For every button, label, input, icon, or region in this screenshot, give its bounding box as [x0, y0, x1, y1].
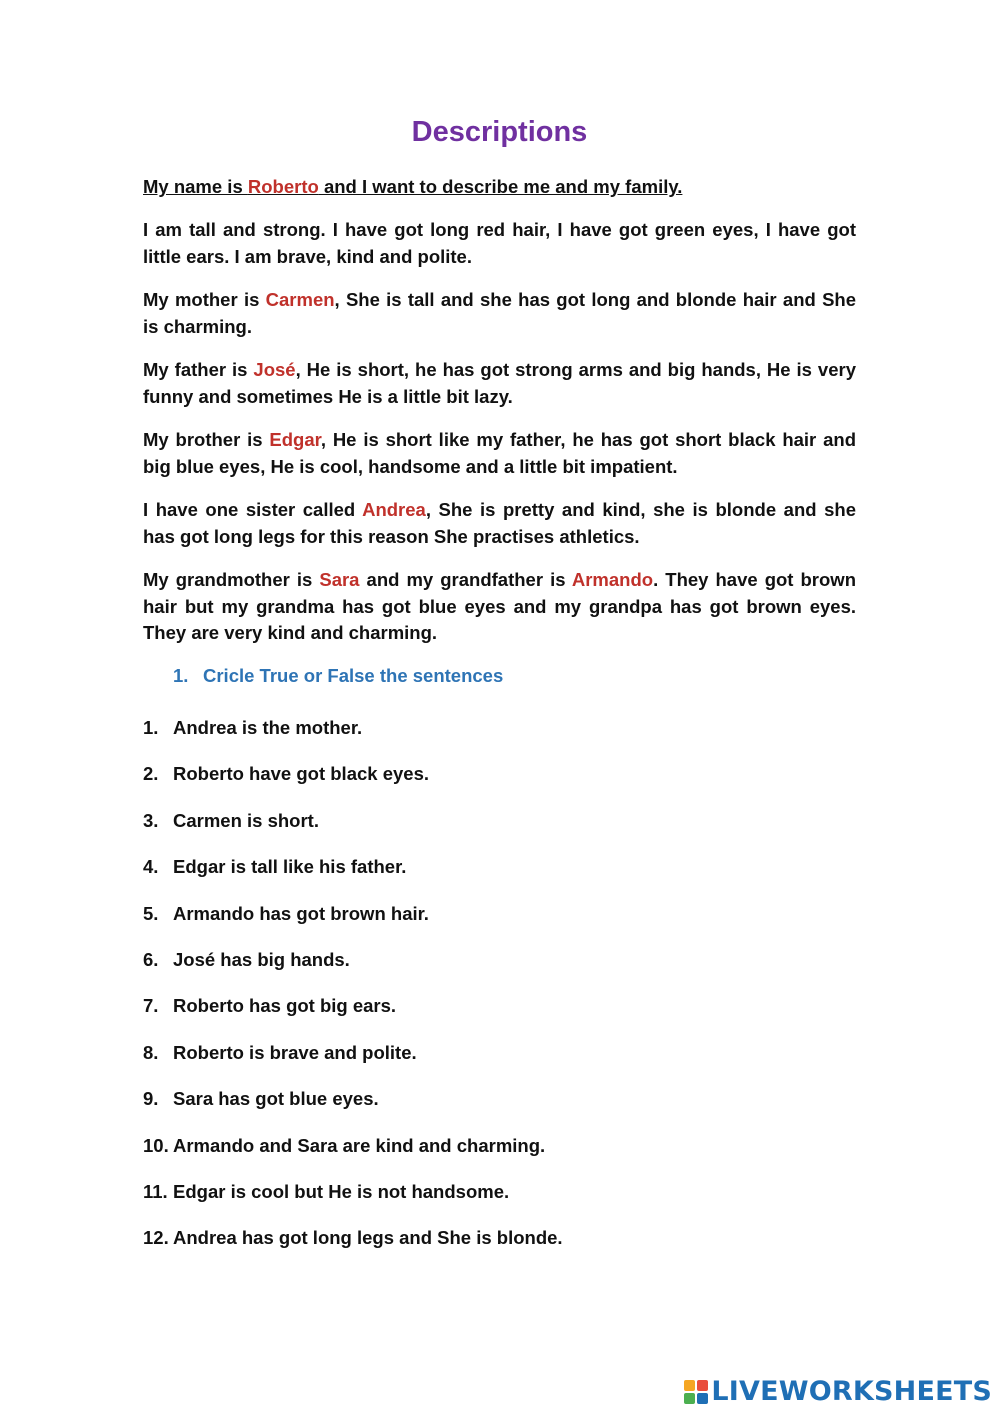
paragraph-sister-before: I have one sister called	[143, 499, 363, 520]
question-text: Roberto is brave and polite.	[173, 1041, 417, 1063]
intro-after: and I want to describe me and my family.	[318, 176, 683, 197]
logo-square-green	[684, 1393, 695, 1404]
question-item[interactable]	[143, 1181, 563, 1227]
name-andrea: Andrea	[362, 499, 426, 520]
logo-square-blue	[697, 1393, 708, 1404]
paragraph-father-before: My father is	[143, 359, 254, 380]
true-false-questions	[143, 717, 563, 1274]
question-number: 6.	[143, 948, 159, 970]
exercise-heading-text: Cricle True or False the sentences	[203, 665, 504, 686]
name-carmen: Carmen	[265, 289, 335, 310]
question-item[interactable]	[143, 1088, 563, 1134]
name-armando: Armando	[571, 569, 654, 590]
question-number: 9.	[143, 1088, 159, 1110]
question-text: Roberto have got black eyes.	[173, 763, 430, 785]
question-item[interactable]	[143, 949, 563, 995]
paragraph-brother-after: , He is short like my father, he has got short black hair and big blue eyes, He is cool, handsome and a little bit impatient.	[143, 429, 856, 477]
question-item[interactable]	[143, 903, 563, 949]
question-number: 7.	[143, 995, 159, 1017]
question-item[interactable]	[143, 810, 563, 856]
question-number: 10.	[143, 1134, 169, 1156]
paragraph-grandparents-before: My grandmother is	[143, 569, 320, 590]
question-number: 1.	[143, 717, 159, 738]
question-item[interactable]	[143, 717, 563, 763]
question-text: Sara has got blue eyes.	[173, 1088, 379, 1110]
name-jose: José	[253, 359, 296, 380]
intro-line	[143, 176, 682, 198]
question-item[interactable]	[143, 995, 563, 1041]
logo-square-red	[697, 1380, 708, 1391]
question-number: 11.	[143, 1180, 168, 1202]
paragraph-mother-before: My mother is	[143, 289, 266, 310]
question-number: 4.	[143, 856, 159, 878]
question-item[interactable]	[143, 856, 563, 902]
name-edgar: Edgar	[269, 429, 321, 450]
question-item[interactable]	[143, 763, 563, 809]
paragraph-brother	[143, 427, 856, 480]
paragraph-grandparents	[143, 567, 856, 647]
paragraph-sister	[143, 497, 856, 550]
paragraph-mother-after: , She is tall and she has got long and blonde hair and She is charming.	[143, 289, 856, 337]
name-sara: Sara	[319, 569, 360, 590]
question-text: Andrea has got long legs and She is blonde.	[173, 1227, 563, 1249]
paragraph-father-after: , He is short, he has got strong arms and big hands, He is very funny and sometimes He is a little bit lazy.	[143, 359, 856, 407]
question-number: 12.	[143, 1227, 169, 1249]
question-number: 3.	[143, 809, 159, 831]
paragraph-self-text: I am tall and strong. I have got long red hair, I have got green eyes, I have got little ears. I am brave, kind and polite.	[143, 219, 856, 267]
paragraph-grandparents-middle: and my grandfather is	[359, 569, 572, 590]
paragraph-father	[143, 357, 856, 410]
name-roberto: Roberto	[247, 176, 319, 197]
liveworksheets-logo-icon	[684, 1380, 708, 1404]
question-text: Edgar is tall like his father.	[173, 856, 407, 878]
question-item[interactable]	[143, 1227, 563, 1273]
intro-before: My name is	[143, 176, 248, 197]
paragraph-grandparents-after: . They have got brown hair but my grandma has got blue eyes and my grandpa has got brown eyes. They are very kind and charming.	[143, 569, 856, 643]
paragraph-self	[143, 217, 856, 270]
paragraph-mother	[143, 287, 856, 340]
question-text: Edgar is cool but He is not handsome.	[173, 1180, 510, 1202]
question-number: 2.	[143, 763, 159, 785]
paragraph-sister-after: , She is pretty and kind, she is blonde and she has got long legs for this reason She practises athletics.	[143, 499, 856, 547]
question-text: Roberto has got big ears.	[173, 995, 397, 1017]
question-text: Andrea is the mother.	[173, 717, 363, 738]
question-text: Carmen is short.	[173, 809, 319, 831]
question-number: 5.	[143, 902, 159, 924]
question-text: Armando and Sara are kind and charming.	[173, 1134, 546, 1156]
question-number: 8.	[143, 1041, 159, 1063]
page-title: Descriptions	[411, 116, 588, 148]
question-item[interactable]	[143, 1135, 563, 1181]
question-text: Armando has got brown hair.	[173, 902, 429, 924]
question-text: José has big hands.	[173, 948, 350, 970]
liveworksheets-logo[interactable]	[684, 1376, 992, 1407]
exercise-heading	[173, 665, 503, 687]
exercise-number: 1.	[173, 665, 189, 686]
logo-square-orange	[684, 1380, 695, 1391]
paragraph-brother-before: My brother is	[143, 429, 270, 450]
logo-text: LIVEWORKSHEETS	[711, 1376, 992, 1407]
question-item[interactable]	[143, 1042, 563, 1088]
